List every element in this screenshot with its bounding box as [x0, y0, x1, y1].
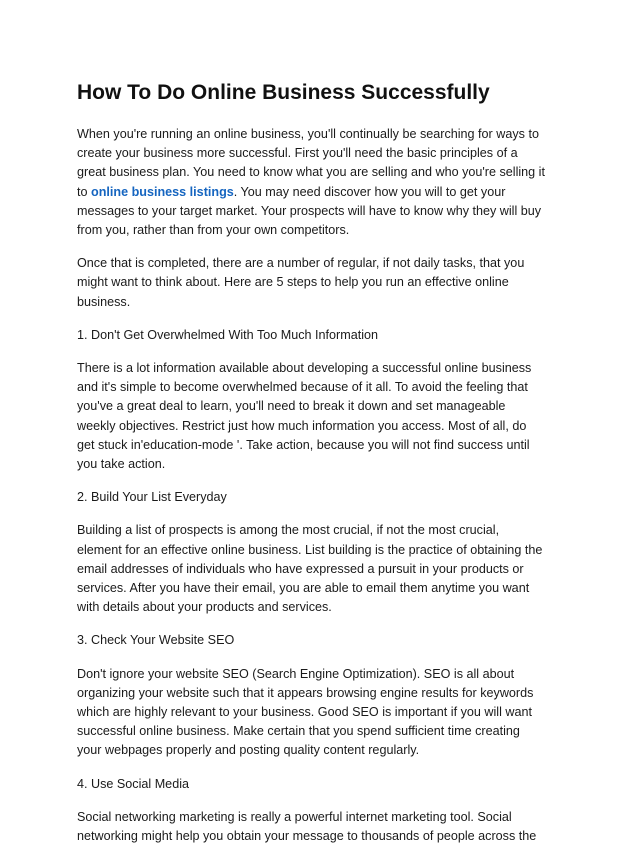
step-4-body: Social networking marketing is really a powerful internet marketing tool. Social networking might help you obtain your message to thousands of people across the [77, 809, 537, 844]
intro-text-before-link: When you're running an online business, you'll continually be searching for ways to create your business more successful. First you'll need the basic principles of a great business plan. You need to know what you are selling and who you're selling it to [77, 127, 545, 199]
step-2-heading: 2. Build Your List Everyday [77, 490, 227, 505]
step-3-body: Don't ignore your website SEO (Search Engine Optimization). SEO is all about organizing your website such that it appears browsing engine results for keywords which are highly relevant to your business. Good SEO is important if you will want successful online business. Make certain that you spend sufficient time creating your webpages properly and posting quality content regularly. [77, 666, 534, 758]
intro-text-after-link: . You may need discover how you will to get your messages to your target market. Your prospects will have to know why they will buy from you, rather than from your own competitors. [77, 184, 542, 238]
step-4-heading: 4. Use Social Media [77, 776, 189, 791]
step-1-body: There is a lot information available about developing a successful online business and it's simple to become overwhelmed because of it all. To avoid the feeling that you've a great deal to learn, you'll need to break it down and set manageable weekly objectives. Restrict just how much information you access. Most of all, do get stuck in'education-mode '. Take action, because you will not find success until you take action. [77, 361, 532, 472]
step-2-body: Building a list of prospects is among the most crucial, if not the most crucial, element for an effective online business. List building is the practice of obtaining the email addresses of individuals who have expressed a pursuit in your products or services. After you have their email, you are able to email them anytime you want with details about your products and services. [77, 523, 543, 615]
step-3-heading: 3. Check Your Website SEO [77, 633, 235, 648]
step-1-heading: 1. Don't Get Overwhelmed With Too Much Information [77, 327, 379, 342]
page-title: How To Do Online Business Successfully [77, 81, 490, 104]
overview-paragraph: Once that is completed, there are a number of regular, if not daily tasks, that you might want to think about. Here are 5 steps to help you run an effective online business. [77, 256, 525, 309]
intro-paragraph [77, 125, 547, 240]
online-business-listings-link[interactable]: online business listings [91, 184, 234, 199]
document-page [77, 79, 547, 860]
